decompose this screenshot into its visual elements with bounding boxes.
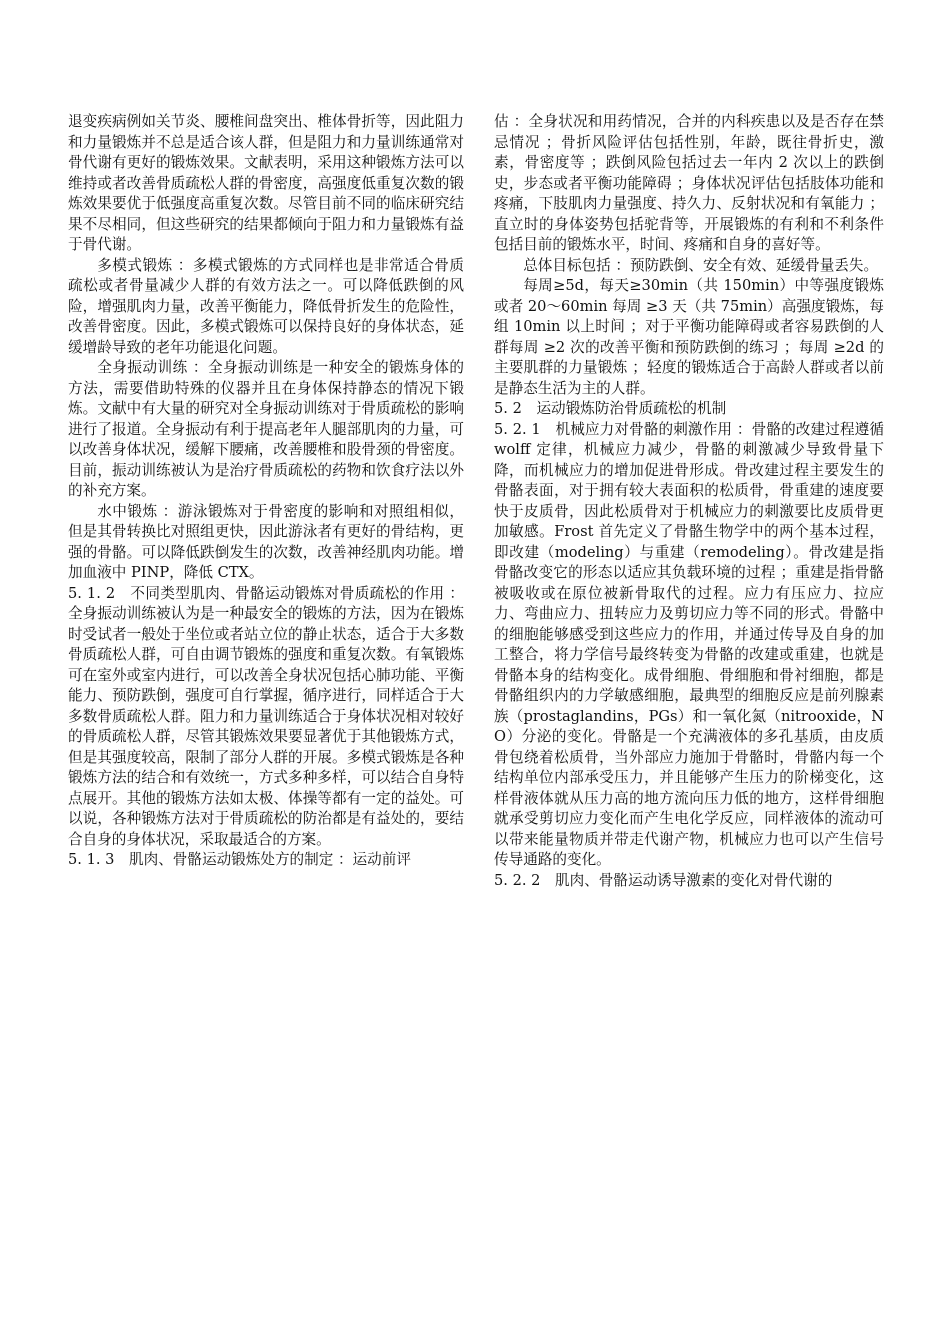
paragraph-exercise-prescription: 每周≥5d，每天≥30min（共 150min）中等强度锻炼或者 20～60min 每周 ≥3 天（共 75min）高强度锻炼，每组 10min 以上时间 ；对于平衡功能障碍或者容易跌倒的人群每周 ≥2 次的改善平衡和预防跌倒的练习 ；每周 ≥2d 的主要肌群的力量锻炼 ；轻度的锻炼适合于高龄人群或者以前是静态生活为主的人群。 <box>494 277 884 397</box>
left-column <box>68 112 464 871</box>
section-5-1-3: 5. 1. 3 肌肉、骨骼运动锻炼处方的制定 ：运动前评 <box>68 851 411 868</box>
section-5-1-2: 5. 1. 2 不同类型肌肉、骨骼运动锻炼对骨质疏松的作用 ：全身振动训练被认为是一种最安全的锻炼的方法，因为在锻炼时受试者一般处于坐位或者站立位的静止状态，适合于大多数骨质疏松人群，可自由调节锻炼的强度和重复次数。有氧锻炼可在室外或室内进行，可以改善全身状况包括心肺功能、平衡能力、预防跌倒，强度可自行掌握，循序进行，同样适合于大多数骨质疏松人群。阻力和力量训练适合于身体状况相对较好的骨质疏松人群，尽管其锻炼效果要显著优于其他锻炼方式，但是其强度较高，限制了部分人群的开展。多模式锻炼是各种锻炼方法的结合和有效统一，方式多种多样，可以结合自身特点展开。其他的锻炼方法如太极、体操等都有一定的益处。可以说，各种锻炼方法对于骨质疏松的防治都是有益处的，要结合自身的身体状况，采取最适合的方案。 <box>68 584 464 848</box>
section-5-2-2: 5. 2. 2 肌肉、骨骼运动诱导激素的变化对骨代谢的 <box>494 871 833 889</box>
paragraph-multimodal-exercise: 多模式锻炼 ：多模式锻炼的方式同样也是非常适合骨质疏松或者骨量减少人群的有效方法之一。可以降低跌倒的风险，增强肌肉力量，改善平衡能力，降低骨折发生的危险性，改善骨密度。因此，多模式锻炼可以保持良好的身体状态，延缓增龄导致的老年功能退化问题。 <box>68 256 464 356</box>
paragraph-overall-goals: 总体目标包括 ：预防跌倒、安全有效、延缓骨量丢失。 <box>523 256 879 274</box>
paragraph-pre-exercise-assessment: 估 ：全身状况和用药情况，合并的内科疾患以及是否存在禁忌情况 ；骨折风险评估包括性别，年龄，既往骨折史，激素，骨密度等 ；跌倒风险包括过去一年内 2 次以上的跌倒史，步态或者平衡功能障碍 ；身体状况评估包括肢体功能和疼痛，下肢肌肉力量强度、持久力、反射状况和有氧能力 ；直立时的身体姿势包括驼背等，开展锻炼的有利和不利条件包括目前的锻炼水平，时间、疼痛和自身的喜好等。 <box>494 113 884 253</box>
paragraph-resistance-training-effects: 退变疾病例如关节炎、腰椎间盘突出、椎体骨折等，因此阻力和力量锻炼并不总是适合该人群，但是阻力和力量训练通常对骨代谢有更好的锻炼效果。文献表明，采用这种锻炼方法可以维持或者改善骨质疏松人群的骨密度，高强度低重复次数的锻炼效果要优于低强度高重复次数。尽管目前不同的临床研究结果不尽相同，但这些研究的结果都倾向于阻力和力量锻炼有益于骨代谢。 <box>68 113 464 253</box>
paragraph-whole-body-vibration: 全身振动训练 ：全身振动训练是一种安全的锻炼身体的方法，需要借助特殊的仪器并且在身体保持静态的情况下锻炼。文献中有大量的研究对全身振动训练对于骨质疏松的影响进行了报道。全身振动有利于提高老年人腿部肌肉的力量，可以改善身体状况，缓解下腰痛，改善腰椎和股骨颈的骨密度。目前，振动训练被认为是治疗骨质疏松的药物和饮食疗法以外的补充方案。 <box>68 359 464 499</box>
section-5-2-1: 5. 2. 1 机械应力对骨骼的刺激作用 ：骨骼的改建过程遵循 wolff 定律，机械应力减少，骨骼的刺激减少导致骨量下降，而机械应力的增加促进骨形成。骨改建过程主要发生的骨骼表面，对于拥有较大表面积的松质骨，骨重建的速度要快于皮质骨，因此松质骨对于机械应力的刺激要比皮质骨更加敏感。Frost 首先定义了骨骼生物学中的两个基本过程，即改建（modeling）与重建（remodeling）。骨改建是指骨骼改变它的形态以适应其负载环境的过程 ；重建是指骨骼被吸收或在原位被新骨取代的过程。应力有压应力、拉应力、弯曲应力、扭转应力及剪切应力等不同的形式。骨骼中的细胞能够感受到这些应力的作用，并通过传导及自身的加工整合，将力学信号最终转变为骨骼的改建或重建，也就是骨骼本身的结构变化。成骨细胞、骨细胞和骨衬细胞，都是骨骼组织内的力学敏感细胞，最典型的细胞反应是前列腺素族（prostaglandins，PGs）和一氧化氮（nitrooxide，NO）分泌的变化。骨骼是一个充满液体的多孔基质，由皮质骨包绕着松质骨，当外部应力施加于骨骼时，骨骼内每一个结构单位内部承受压力，并且能够产生压力的阶梯变化，这样骨液体就从压力高的地方流向压力低的地方，这样骨细胞就承受剪切应力变化而产生电化学反应，同样液体的流动可以带来能量物质并带走代谢产物，机械应力也可以产生信号传导通路的变化。 <box>494 420 884 868</box>
paragraph-water-exercise: 水中锻炼 ：游泳锻炼对于骨密度的影响和对照组相似，但是其骨转换比对照组更快，因此游泳者有更好的骨结构，更强的骨骼。可以降低跌倒发生的次数，改善神经肌肉功能。增加血液中 PINP，降低 CTX。 <box>68 502 464 581</box>
section-5-2-heading: 5. 2 运动锻炼防治骨质疏松的机制 <box>494 400 727 417</box>
right-column <box>494 112 884 891</box>
